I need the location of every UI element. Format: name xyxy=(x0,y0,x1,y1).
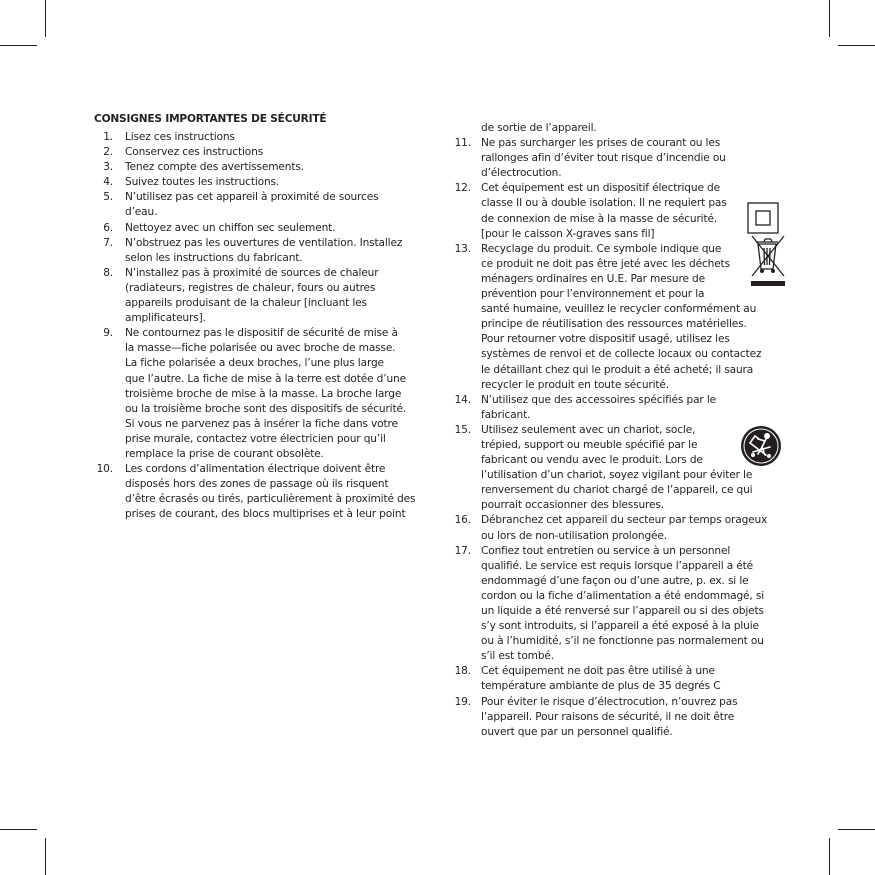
crop-mark xyxy=(45,0,46,37)
list-item: 14. N’utilisez que des accessoires spécifiés par le fabricant. xyxy=(454,393,717,421)
continuation-text: de sortie de l’appareil. xyxy=(481,122,597,134)
crop-mark xyxy=(0,829,37,830)
list-item: 2. Conservez ces instructions xyxy=(103,146,264,159)
right-column xyxy=(449,121,789,740)
list-item: 12. Cet équipement est un dispositif électrique de classe II ou à double isolation. Il ne requiert pas de connexion de mise à la masse de sécurité. [pour le caisson X-graves sans fil] xyxy=(454,182,727,240)
list-item: 13. Recyclage du produit. Ce symbole indique que ce produit ne doit pas être jeté avec les déchets ménagers ordinaires en U.E. Par mesure de prévention pour l’environnement et pour la santé humaine, veuillez le recycler conformément au principe de réutilisation des ressources matérielles. Pour retourner votre dispositif usagé, utilisez les systèmes de renvoi et de collecte locaux ou contactez le détaillant chez qui le produit a été acheté; il saura recycler le produit en toute sécurité. xyxy=(454,242,762,391)
list-item: 3. Tenez compte des avertissements. xyxy=(103,161,304,174)
double-insulation-icon xyxy=(747,202,779,234)
crop-mark xyxy=(829,838,830,875)
weee-bin-icon xyxy=(750,232,786,286)
list-item: 1. Lisez ces instructions xyxy=(103,131,235,143)
crop-mark xyxy=(829,0,830,37)
left-column xyxy=(93,130,433,522)
list-item: 18. Cet équipement ne doit pas être utilisé à une température ambiante de plus de 35 degrés C xyxy=(454,665,721,693)
list-item: 8. N’installez pas à proximité de sources de chaleur (radiateurs, registres de chaleur, fours ou autres appareils produisant de la chaleur [incluant les amplificateurs]. xyxy=(103,266,379,325)
list-item: 15. Utilisez seulement avec un chariot, socle, trépied, support ou meuble spécifié par le fabricant ou vendu avec le produit. Lors de l’utilisation d’un chariot, soyez vigilant pour éviter le renversement du chariot chargé de l’appareil, ce qui pourrait occasionner des blessures. xyxy=(454,423,753,512)
list-item: 10. Les cordons d’alimentation électrique doivent être disposés hors des zones de passage où ils risquent d’être écrasés ou tirés, particulièrement à proximité des prises de courant, des blocs multiprises et à leur point xyxy=(96,463,416,521)
list-item: 4. Suivez toutes les instructions. xyxy=(103,176,280,189)
cart-warning-icon xyxy=(740,425,782,467)
list-item: 16. Débranchez cet appareil du secteur par temps orageux ou lors de non-utilisation prolongée. xyxy=(454,514,768,542)
crop-mark xyxy=(45,838,46,875)
crop-mark xyxy=(0,45,37,46)
page-title: CONSIGNES IMPORTANTES DE SÉCURITÉ xyxy=(94,113,327,125)
list-item: 9. Ne contournez pas le dispositif de sécurité de mise à la masse—fiche polarisée ou avec broche de masse. La fiche polarisée a deux broches, l’une plus large que l’autre. La fiche de mise à la terre est dotée d’une troisième broche de mise à la masse. La broche large ou la troisième broche sont des dispositifs de sécurité. Si vous ne parvenez pas à insérer la fiche dans votre prise murale, contactez votre électricien pour qu’il remplace la prise de courant obsolète. xyxy=(103,327,407,460)
list-item: 6. Nettoyez avec un chiffon sec seulement. xyxy=(103,221,336,234)
crop-mark xyxy=(838,829,875,830)
list-item: 17. Confiez tout entretien ou service à un personnel qualifié. Le service est requis lorsque l’appareil a été endommagé d’une façon ou d’une autre, p. ex. si le cordon ou la fiche d’alimentation a été endommagé, si un liquide a été renversé sur l’appareil ou si des objets s’y sont introduits, si l’appareil a été exposé à la pluie ou à l’humidité, s’il ne fonctionne pas normalement ou s’il est tombé. xyxy=(454,544,765,663)
list-item: 19. Pour éviter le risque d’électrocution, n’ouvrez pas l’appareil. Pour raisons de sécurité, il ne doit être ouvert que par un personnel qualifié. xyxy=(454,695,738,738)
list-item: 11. Ne pas surcharger les prises de courant ou les rallonges afin d’éviter tout risque d’incendie ou d’électrocution. xyxy=(454,137,726,180)
crop-mark xyxy=(838,45,875,46)
list-item: 5. N’utilisez pas cet appareil à proximité de sources d’eau. xyxy=(103,191,379,219)
list-item: 7. N’obstruez pas les ouvertures de ventilation. Installez selon les instructions du fabricant. xyxy=(103,236,403,264)
